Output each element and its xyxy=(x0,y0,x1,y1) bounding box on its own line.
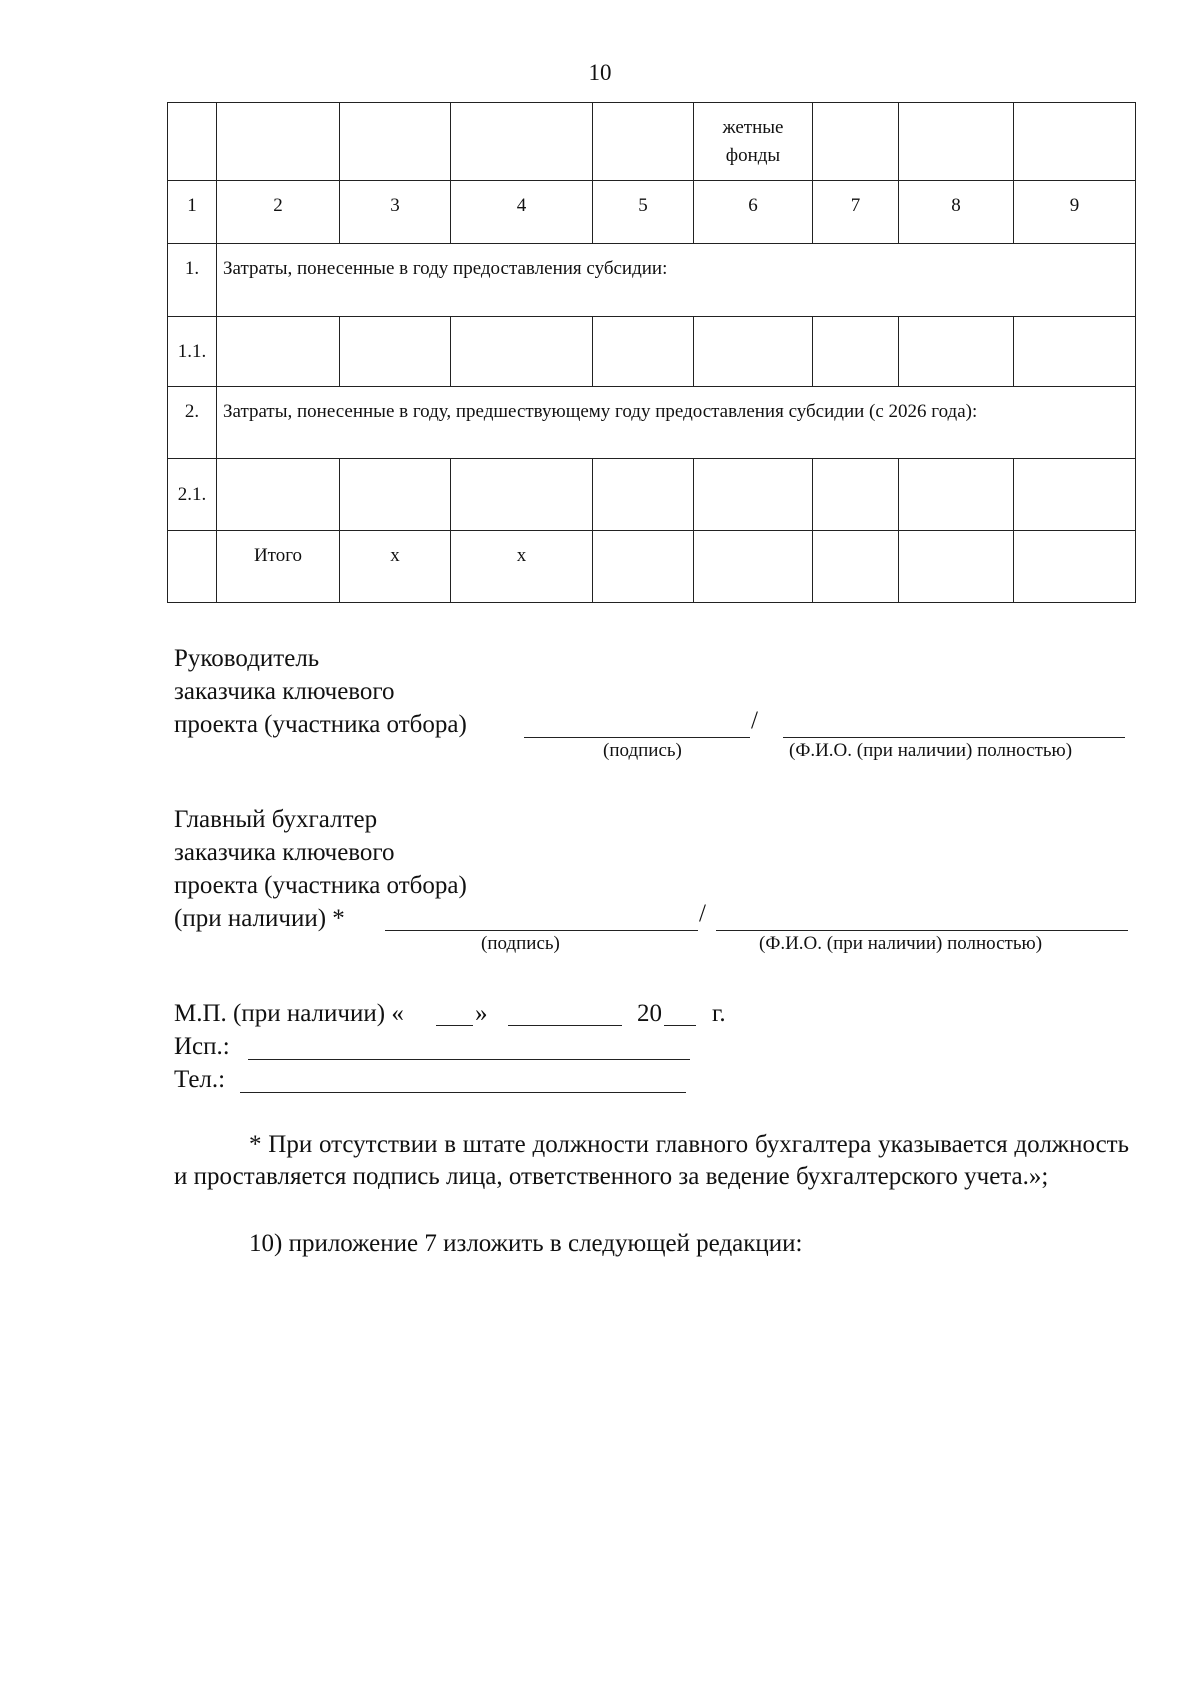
section-number: 2. xyxy=(168,387,217,459)
head-signature-line[interactable] xyxy=(524,737,750,738)
day-line[interactable] xyxy=(436,1025,473,1026)
table-cell xyxy=(168,103,217,181)
column-number: 9 xyxy=(1014,181,1136,244)
table-header-row xyxy=(168,103,1136,181)
head-title-line3: проекта (участника отбора) xyxy=(174,711,467,738)
table-cell xyxy=(1014,459,1136,531)
accountant-signature-block xyxy=(174,803,467,935)
table-cell xyxy=(340,317,451,387)
accountant-name-caption: (Ф.И.О. (при наличии) полностью) xyxy=(759,933,1043,954)
accountant-signature-caption: (подпись) xyxy=(481,933,560,954)
phone-label: Тел.: xyxy=(174,1066,226,1093)
table-cell xyxy=(899,531,1014,603)
table-cell xyxy=(593,103,694,181)
table-cell xyxy=(217,103,340,181)
column-number: 8 xyxy=(899,181,1014,244)
head-title-line2: заказчика ключевого xyxy=(174,678,395,705)
accountant-title-line4: (при наличии) * xyxy=(174,905,345,932)
total-col4: х xyxy=(451,531,593,603)
accountant-signature-line[interactable] xyxy=(385,930,698,931)
accountant-title-line2: заказчика ключевого xyxy=(174,839,395,866)
column-number: 7 xyxy=(813,181,899,244)
column-number: 1 xyxy=(168,181,217,244)
accountant-name-line[interactable] xyxy=(716,930,1128,931)
accountant-slash: / xyxy=(699,900,706,927)
head-name-line[interactable] xyxy=(783,737,1125,738)
table-cell xyxy=(340,103,451,181)
table-cell xyxy=(899,317,1014,387)
table-row xyxy=(168,317,1136,387)
table-cell xyxy=(451,103,593,181)
table-cell xyxy=(1014,531,1136,603)
expense-table xyxy=(167,102,1136,603)
total-row xyxy=(168,531,1136,603)
close-quote: » xyxy=(475,1000,488,1027)
table-cell xyxy=(340,459,451,531)
table-cell xyxy=(593,531,694,603)
table-cell xyxy=(694,531,813,603)
column-number: 3 xyxy=(340,181,451,244)
head-title-line1: Руководитель xyxy=(174,645,320,672)
table-cell xyxy=(899,459,1014,531)
column-number: 2 xyxy=(217,181,340,244)
table-row xyxy=(168,459,1136,531)
footnote-paragraph: * При отсутствии в штате должности главного бухгалтера указывается должность и проставляется подпись лица, ответственного за ведение бухгалтерского учета.»; xyxy=(174,1131,1129,1190)
head-name-caption: (Ф.И.О. (при наличии) полностью) xyxy=(789,740,1073,761)
accountant-title-line1: Главный бухгалтер xyxy=(174,806,378,833)
year-line[interactable] xyxy=(664,1025,696,1026)
table-cell xyxy=(813,103,899,181)
table-cell xyxy=(593,459,694,531)
table-cell xyxy=(451,317,593,387)
executor-line[interactable] xyxy=(248,1059,690,1060)
stamp-label: М.П. (при наличии) « xyxy=(174,1000,404,1027)
year-prefix: 20 xyxy=(637,1000,662,1027)
head-signature-block xyxy=(174,642,467,741)
table-cell xyxy=(813,531,899,603)
section-row xyxy=(168,244,1136,317)
total-col3: х xyxy=(340,531,451,603)
column-number-row xyxy=(168,181,1136,244)
page-number: 10 xyxy=(588,60,612,85)
table-cell xyxy=(451,459,593,531)
section-number: 1. xyxy=(168,244,217,317)
row-number: 2.1. xyxy=(168,459,217,531)
table-cell xyxy=(593,317,694,387)
year-suffix: г. xyxy=(712,1000,726,1027)
total-label: Итого xyxy=(217,531,340,603)
row-number: 1.1. xyxy=(168,317,217,387)
executor-label: Исп.: xyxy=(174,1033,230,1060)
next-item-line: 10) приложение 7 изложить в следующей редакции: xyxy=(249,1230,803,1257)
header-cell-funds xyxy=(694,103,813,181)
column-number: 4 xyxy=(451,181,593,244)
table-cell xyxy=(813,317,899,387)
header-funds-text: жетные фонды xyxy=(722,116,784,166)
head-slash: / xyxy=(751,707,758,734)
head-signature-caption: (подпись) xyxy=(603,740,682,761)
column-number: 6 xyxy=(694,181,813,244)
table-cell xyxy=(1014,103,1136,181)
month-line[interactable] xyxy=(508,1025,622,1026)
column-number: 5 xyxy=(593,181,694,244)
table-cell xyxy=(813,459,899,531)
section-title: Затраты, понесенные в году предоставления субсидии: xyxy=(217,244,1136,317)
table-cell xyxy=(217,459,340,531)
table-cell xyxy=(217,317,340,387)
stamp-date-line xyxy=(174,997,1074,1033)
table-cell xyxy=(168,531,217,603)
section-row xyxy=(168,387,1136,459)
section-title: Затраты, понесенные в году, предшествующему году предоставления субсидии (с 2026 года): xyxy=(217,387,1136,459)
table-cell xyxy=(1014,317,1136,387)
table-cell xyxy=(694,459,813,531)
accountant-title-line3: проекта (участника отбора) xyxy=(174,872,467,899)
table-cell xyxy=(694,317,813,387)
phone-line[interactable] xyxy=(240,1092,686,1093)
table-cell xyxy=(899,103,1014,181)
